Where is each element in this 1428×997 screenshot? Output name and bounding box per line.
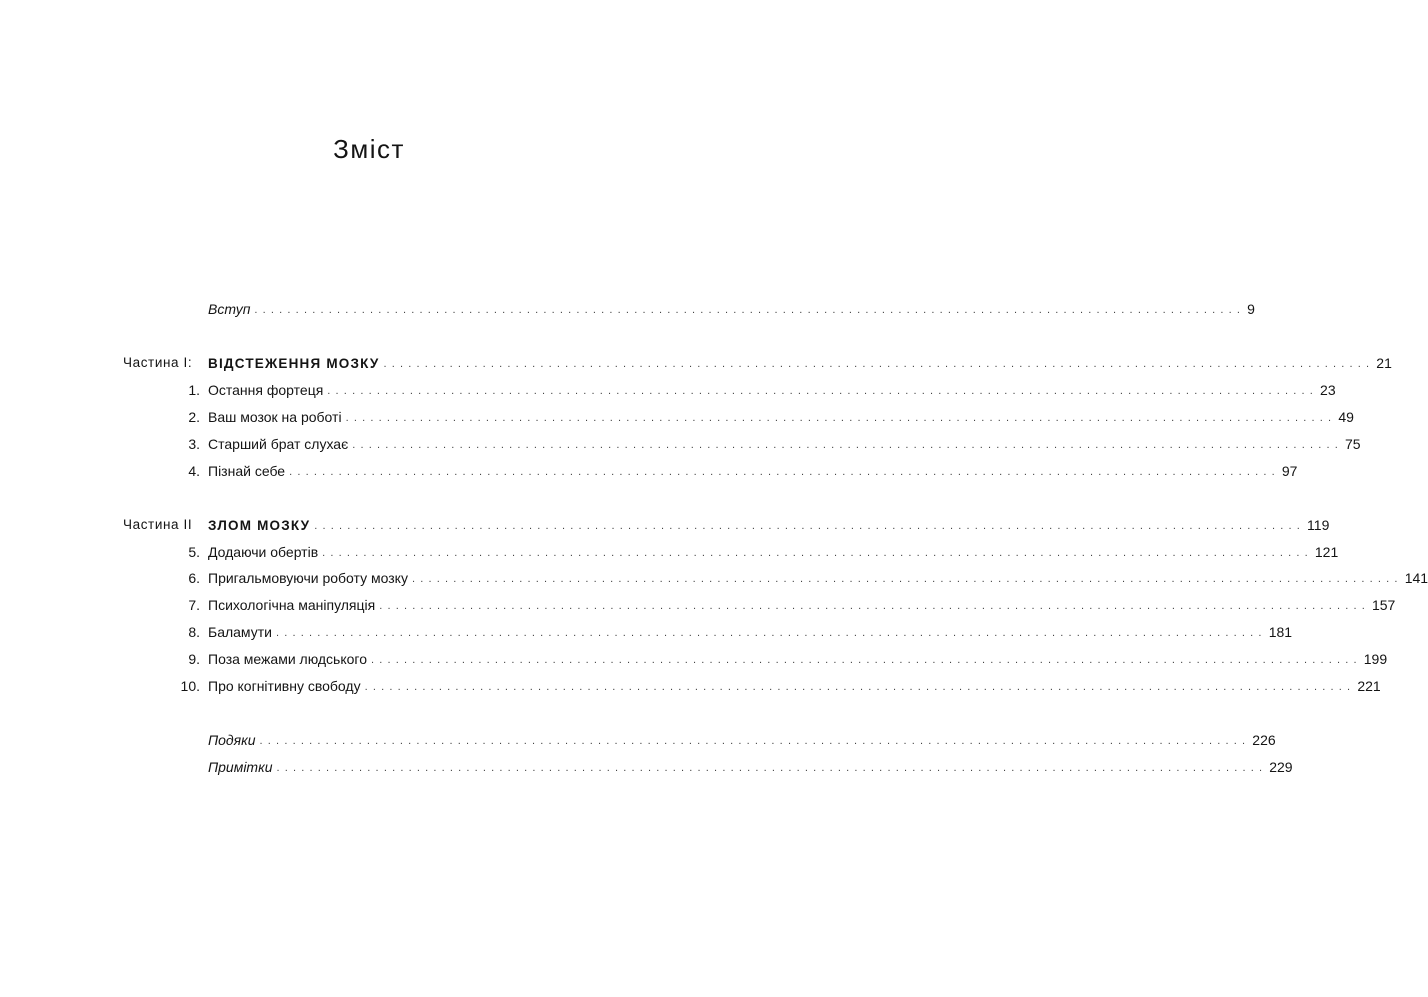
toc-entry-title: Примітки [208, 759, 273, 775]
toc-chapter-5[interactable] [0, 541, 1339, 563]
dot-leader: ........................................................................................................................ [289, 466, 1280, 478]
dot-leader: ........................................................................................................................ [383, 358, 1375, 370]
toc-part-label: Частина II [123, 517, 193, 532]
dot-leader: ........................................................................................................................ [275, 627, 1267, 639]
toc-page-number: 119 [1307, 517, 1330, 533]
dot-leader: ........................................................................................................................ [276, 762, 1268, 774]
dot-leader: ........................................................................................................................ [411, 573, 1403, 585]
toc-chapter-number: 8. [188, 624, 200, 640]
toc-page-number: 141 [1404, 570, 1428, 586]
toc-page-number: 229 [1269, 759, 1293, 775]
toc-page-number: 49 [1338, 409, 1354, 425]
toc-chapter-number: 3. [188, 436, 200, 452]
toc-entry-title: Вступ [208, 301, 251, 317]
toc-chapter-title: Пригальмовуючи роботу мозку [208, 570, 408, 586]
toc-chapter-title: Ваш мозок на роботі [208, 409, 342, 425]
toc-chapter-2[interactable] [0, 406, 1354, 428]
toc-chapter-number: 6. [188, 570, 200, 586]
toc-chapter-1[interactable] [0, 379, 1336, 401]
toc-chapter-title: Психологічна маніпуляція [208, 597, 376, 613]
toc-chapter-title: Старший брат слухає [208, 436, 349, 452]
toc-chapter-8[interactable] [0, 621, 1293, 643]
toc-chapter-title: Остання фортеця [208, 382, 324, 398]
toc-page-number: 181 [1268, 624, 1293, 640]
toc-part-label: Частина I: [123, 355, 193, 370]
toc-chapter-4[interactable] [0, 460, 1298, 482]
toc-part-2[interactable] [0, 514, 1330, 536]
dot-leader: ........................................................................................................................ [352, 439, 1343, 451]
toc-page-number: 97 [1281, 463, 1298, 479]
toc-chapter-number: 1. [188, 382, 200, 398]
toc-page-number: 199 [1363, 651, 1388, 667]
toc-chapter-number: 9. [188, 651, 200, 667]
toc-page-number: 157 [1371, 597, 1396, 613]
page-title: Зміст [333, 134, 405, 164]
toc-chapter-number: 10. [180, 678, 200, 694]
toc-chapter-title: Про когнітивну свободу [208, 678, 361, 694]
dot-leader: ........................................................................................................................ [327, 385, 1319, 397]
toc-chapter-number: 7. [188, 597, 200, 613]
toc-page-number: 9 [1247, 301, 1255, 317]
toc-part-1[interactable] [0, 352, 1392, 374]
toc-part-title: ВІДСТЕЖЕННЯ МОЗКУ [208, 356, 380, 371]
toc-part-title: ЗЛОМ МОЗКУ [208, 518, 311, 533]
toc-entry-title: Подяки [208, 732, 256, 748]
dot-leader: ........................................................................................................................ [314, 520, 1306, 532]
toc-chapter-number: 4. [188, 463, 200, 479]
dot-leader: ........................................................................................................................ [379, 600, 1370, 612]
toc-page-number: 226 [1252, 732, 1276, 748]
dot-leader: ........................................................................................................................ [259, 735, 1251, 747]
dot-leader: ........................................................................................................................ [364, 681, 1356, 693]
toc-chapter-title: Баламути [208, 624, 272, 640]
toc-page-number: 75 [1344, 436, 1361, 452]
toc-chapter-7[interactable] [0, 594, 1396, 616]
dot-leader: ........................................................................................................................ [371, 654, 1362, 666]
toc-chapter-number: 5. [188, 544, 200, 560]
toc-page-number: 121 [1314, 544, 1339, 560]
toc-page-number: 21 [1376, 355, 1392, 371]
toc-entry-intro[interactable] [0, 298, 1255, 320]
toc-chapter-number: 2. [188, 409, 200, 425]
dot-leader: ........................................................................................................................ [254, 304, 1246, 316]
toc-chapter-10[interactable] [0, 675, 1381, 697]
toc-chapter-title: Пізнай себе [208, 463, 286, 479]
toc-chapter-6[interactable] [0, 567, 1428, 589]
dot-leader: ........................................................................................................................ [345, 412, 1337, 424]
toc-chapter-9[interactable] [0, 648, 1388, 670]
toc-entry-acknowledgements[interactable] [0, 729, 1276, 751]
toc-chapter-title: Додаючи обертів [208, 544, 319, 560]
toc-chapter-3[interactable] [0, 433, 1361, 455]
toc-page-number: 23 [1320, 382, 1336, 398]
toc-page-number: 221 [1357, 678, 1381, 694]
toc-entry-notes[interactable] [0, 756, 1293, 778]
dot-leader: ........................................................................................................................ [322, 547, 1313, 559]
toc-chapter-title: Поза межами людського [208, 651, 368, 667]
